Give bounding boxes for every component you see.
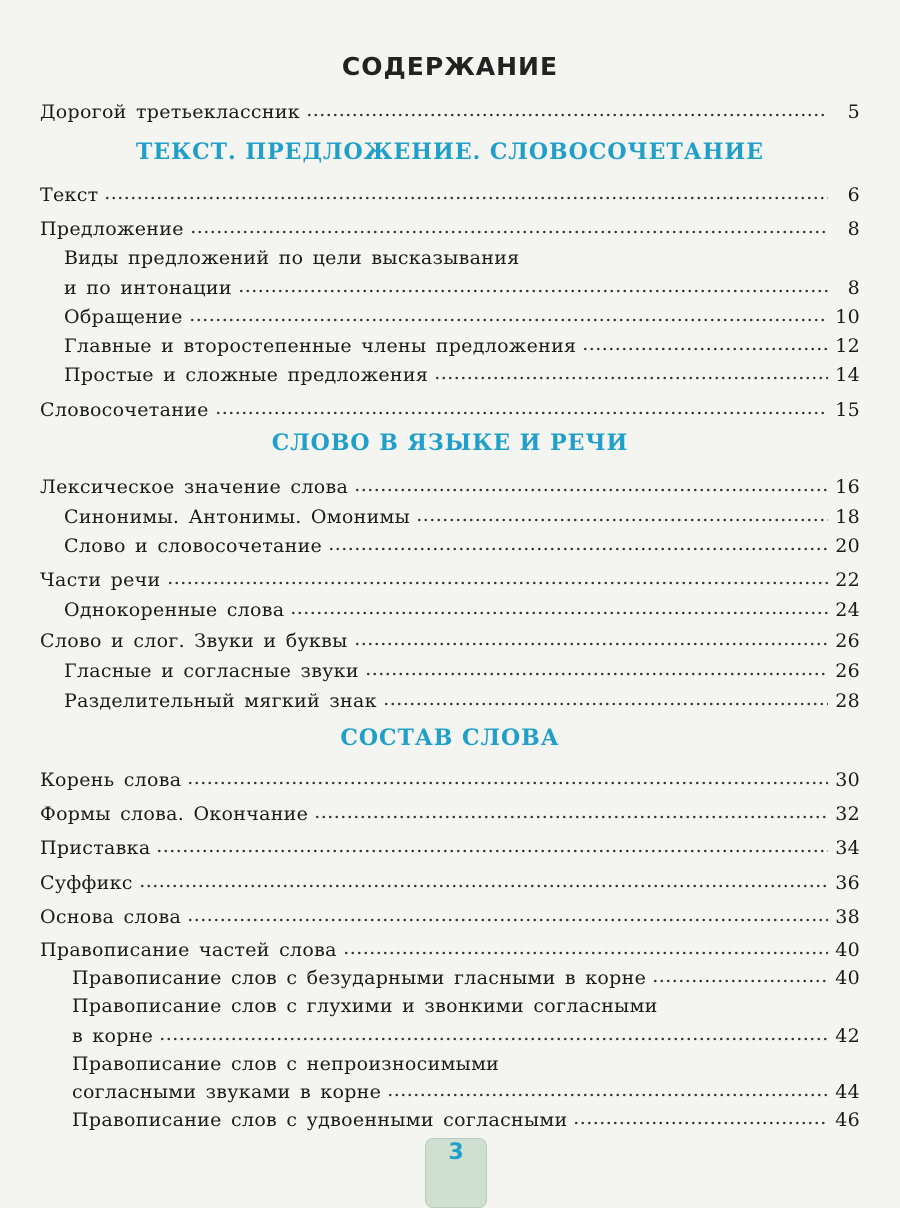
toc-entry-text: Текст — [40, 184, 99, 206]
toc-entry-page: 44 — [835, 1081, 860, 1103]
toc-entry-page: 8 — [847, 218, 860, 240]
toc-entry-page: 24 — [835, 599, 860, 621]
toc-entry — [64, 592, 860, 622]
toc-entry-text: Гласные и согласные звуки — [64, 660, 359, 682]
toc-entry-text: согласными звуками в корне — [72, 1081, 382, 1103]
toc-entry — [40, 796, 860, 826]
toc-entry-text: Простые и сложные предложения — [64, 364, 429, 386]
section-heading-text-sentence: ТЕКСТ. ПРЕДЛОЖЕНИЕ. СЛОВОСОЧЕТАНИЕ — [136, 139, 764, 165]
toc-entry-page: 46 — [835, 1109, 860, 1131]
toc-entry-text: Разделительный мягкий знак — [64, 690, 377, 712]
dot-leader — [238, 288, 828, 294]
toc-entry — [40, 392, 860, 422]
toc-entry-page: 12 — [835, 335, 860, 357]
toc-entry-page: 36 — [835, 872, 860, 894]
dot-leader — [290, 610, 828, 616]
toc-entry-text: Правописание слов с удвоенными согласными — [72, 1109, 568, 1131]
dot-leader — [434, 375, 828, 381]
toc-entry-page: 30 — [835, 769, 860, 791]
toc-entry — [40, 762, 860, 792]
dot-leader — [190, 229, 828, 235]
toc-entry — [64, 683, 860, 713]
toc-entry-page: 10 — [835, 306, 860, 328]
toc-entry — [72, 988, 860, 1018]
toc-entry — [64, 328, 860, 358]
toc-entry-text: Суффикс — [40, 872, 133, 894]
toc-entry-text: Формы слова. Окончание — [40, 803, 309, 825]
toc-entry — [72, 960, 860, 990]
dot-leader — [573, 1120, 828, 1126]
toc-entry-text: Правописание слов с безударными гласными в корне — [72, 967, 647, 989]
dot-leader — [187, 917, 828, 923]
toc-entry-page: 5 — [847, 101, 860, 123]
toc-entry-text: Синонимы. Антонимы. Омонимы — [64, 506, 411, 528]
dot-leader — [159, 1036, 828, 1042]
toc-entry-text: в корне — [72, 1025, 154, 1047]
section-heading-word-in-language: СЛОВО В ЯЗЫКЕ И РЕЧИ — [271, 430, 629, 456]
toc-entry — [64, 528, 860, 558]
toc-entry-page: 28 — [835, 690, 860, 712]
section-heading-word-structure: СОСТАВ СЛОВА — [340, 725, 560, 751]
toc-entry-page: 26 — [835, 660, 860, 682]
dot-leader — [365, 671, 828, 677]
toc-entry-page: 22 — [835, 569, 860, 591]
dot-leader — [167, 580, 828, 586]
dot-leader — [104, 195, 828, 201]
toc-entry — [64, 499, 860, 529]
toc-entry-text: Предложение — [40, 218, 184, 240]
toc-entry — [40, 623, 860, 653]
toc-entry-page: 40 — [835, 939, 860, 961]
dot-leader — [354, 641, 828, 647]
toc-entry — [64, 270, 860, 300]
toc-entry-page: 6 — [847, 184, 860, 206]
toc-entry-page: 34 — [835, 837, 860, 859]
toc-entry-text: и по интонации — [64, 277, 232, 299]
toc-entry-text: Части речи — [40, 569, 161, 591]
page-number: 3 — [448, 1140, 464, 1165]
dot-leader — [187, 780, 828, 786]
toc-entry — [64, 299, 860, 329]
toc-entry-page: 40 — [835, 967, 860, 989]
toc-entry — [40, 211, 860, 241]
dot-leader — [306, 112, 828, 118]
toc-entry-page: 32 — [835, 803, 860, 825]
dot-leader — [354, 487, 828, 493]
dot-leader — [139, 883, 828, 889]
toc-entry-text: Виды предложений по цели высказывания — [64, 247, 520, 269]
dot-leader — [387, 1092, 828, 1098]
toc-entry-page: 42 — [835, 1025, 860, 1047]
toc-entry-text: Правописание слов с глухими и звонкими согласными — [72, 995, 658, 1017]
toc-entry — [64, 357, 860, 387]
toc-entry-page: 18 — [835, 506, 860, 528]
dot-leader — [343, 950, 828, 956]
toc-entry-text: Приставка — [40, 837, 151, 859]
toc-entry-text: Словосочетание — [40, 399, 209, 421]
toc-entry-text: Лексическое значение слова — [40, 476, 349, 498]
toc-entry-page: 16 — [835, 476, 860, 498]
dot-leader — [383, 701, 828, 707]
toc-entry-text: Слово и словосочетание — [64, 535, 323, 557]
toc-entry — [72, 1074, 860, 1104]
toc-entry-text: Основа слова — [40, 906, 182, 928]
toc-entry — [72, 1018, 860, 1048]
dot-leader — [582, 346, 828, 352]
toc-entry — [40, 830, 860, 860]
toc-entry-page: 26 — [835, 630, 860, 652]
toc-entry-page: 15 — [835, 399, 860, 421]
toc-entry — [40, 899, 860, 929]
dot-leader — [652, 978, 828, 984]
page-title: СОДЕРЖАНИЕ — [341, 52, 559, 81]
dot-leader — [314, 814, 828, 820]
toc-entry-page: 14 — [835, 364, 860, 386]
dot-leader — [328, 546, 828, 552]
toc-entry-page: 8 — [847, 277, 860, 299]
toc-entry-text: Правописание частей слова — [40, 939, 337, 961]
toc-entry-text: Однокоренные слова — [64, 599, 285, 621]
toc-entry — [64, 240, 860, 270]
dot-leader — [156, 848, 828, 854]
toc-entry — [64, 653, 860, 683]
toc-entry-page: 38 — [835, 906, 860, 928]
toc-entry-text: Корень слова — [40, 769, 182, 791]
toc-entry — [40, 177, 860, 207]
toc-entry-text: Дорогой третьеклассник — [40, 101, 300, 123]
toc-entry — [40, 469, 860, 499]
dot-leader — [416, 517, 828, 523]
dot-leader — [189, 317, 828, 323]
toc-entry — [72, 1046, 860, 1076]
toc-entry — [40, 932, 860, 962]
toc-entry-page: 20 — [835, 535, 860, 557]
toc-entry-intro — [40, 94, 860, 124]
toc-entry-text: Правописание слов с непроизносимыми — [72, 1053, 500, 1075]
toc-entry-text: Обращение — [64, 306, 183, 328]
toc-entry — [72, 1102, 860, 1132]
dot-leader — [215, 410, 828, 416]
toc-entry — [40, 865, 860, 895]
toc-entry — [40, 562, 860, 592]
toc-entry-text: Слово и слог. Звуки и буквы — [40, 630, 348, 652]
toc-entry-text: Главные и второстепенные члены предложения — [64, 335, 577, 357]
